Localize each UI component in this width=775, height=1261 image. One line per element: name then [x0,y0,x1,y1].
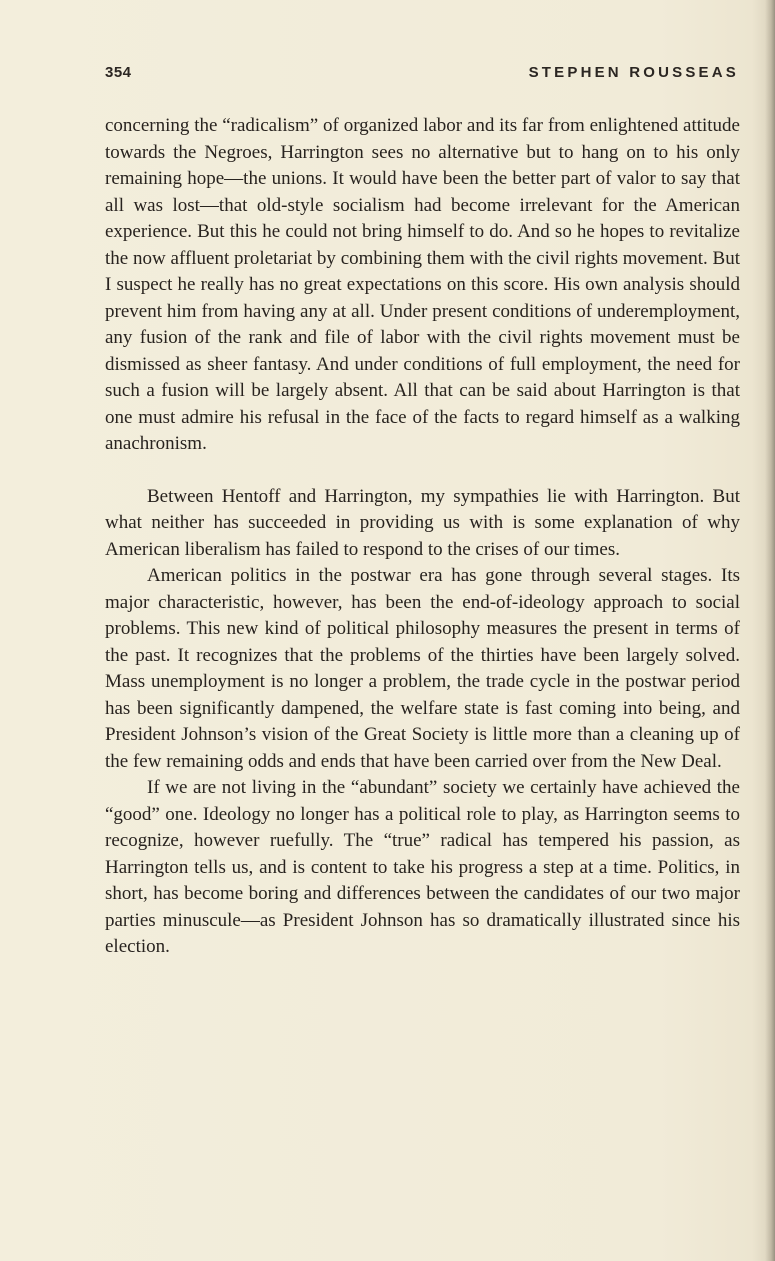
paragraph-4: If we are not living in the “abundant” society we certainly have achieved the “good” one. Ideology no longer has a political role to play, as Harrington seems to recognize, however ruefully. The “true” radical has tempered his passion, as Harrington tells us, and is content to take his progress a step at a time. Politics, in short, has become boring and differences between the candidates of our two major parties minuscule—as President Johnson has so dramatically illustrated since his election. [105,777,740,957]
paragraph-2: Between Hentoff and Harrington, my sympathies lie with Harrington. But what neither has succeeded in providing us with is some explanation of why American liberalism has failed to respond to the crises of our times. [105,485,740,560]
running-head: STEPHEN ROUSSEAS [528,64,739,81]
paragraph-3: American politics in the postwar era has gone through several stages. Its major characteristic, however, has been the end-of-ideology approach to social problems. This new kind of political philosophy measures the present in terms of the past. It recognizes that the problems of the thirties have been largely solved. Mass unemployment is no longer a problem, the trade cycle in the postwar period has been significantly dampened, the welfare state is fast coming into being, and President Johnson’s vision of the Great Society is little more than a cleaning up of the few remaining odds and ends that have been carried over from the New Deal. [105,565,740,772]
page-number: 354 [105,64,132,81]
paragraph-1: concerning the “radicalism” of organized labor and its far from enlightened attitude towards the Negroes, Harrington sees no alternative but to hang on to his only remaining hope—the unions. It would have been the better part of valor to say that all was lost—that old-style socialism had become irrelevant for the American experience. But this he could not bring himself to do. And so he hopes to revitalize the now affluent proletariat by combining them with the civil rights movement. But I suspect he really has no great expectations on this score. His own analysis should prevent him from having any at all. Under present conditions of underemployment, any fusion of the rank and file of labor with the civil rights movement must be dismissed as sheer fantasy. And under conditions of full employment, the need for such a fusion will be largely absent. All that can be said about Harrington is that one must admire his refusal in the face of the facts to regard himself as a walking anachronism. [105,115,740,454]
page-edge-shadow [765,0,775,1261]
body-text [105,113,740,961]
page-header [105,62,739,86]
